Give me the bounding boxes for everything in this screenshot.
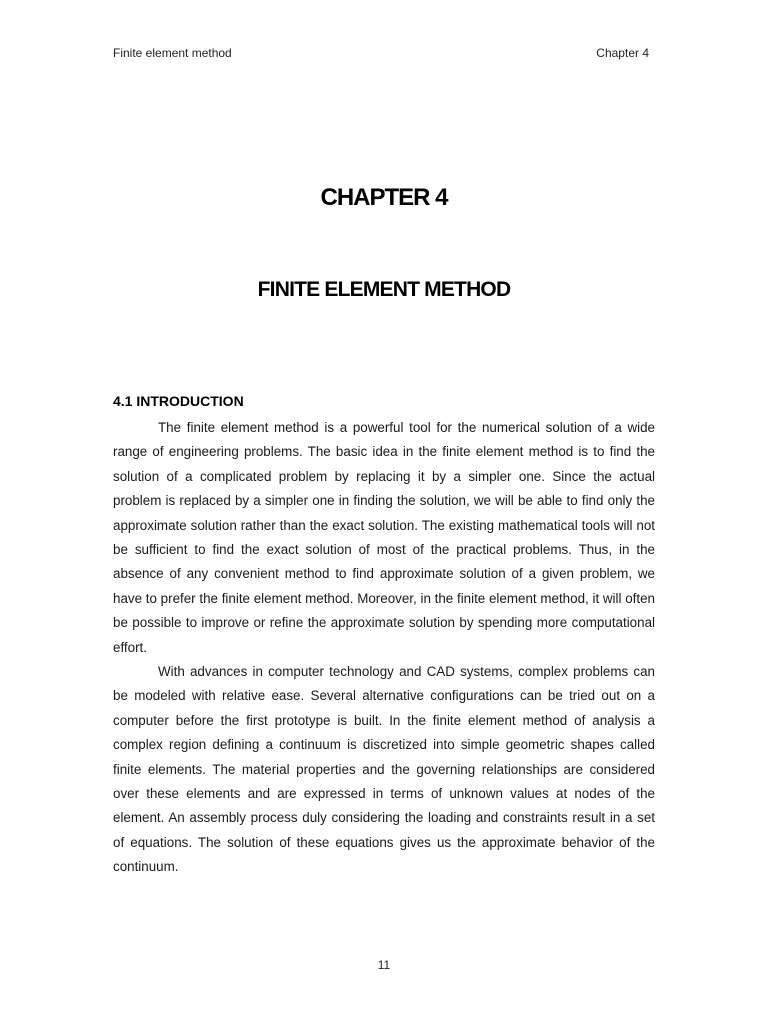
header-chapter-label: Chapter 4 [596, 46, 649, 60]
page-number: 11 [377, 958, 391, 972]
body-paragraph-1 [113, 416, 655, 660]
paragraph-text: The finite element method is a powerful tool for the numerical solution of a wide range of engineering problems. The basic idea in the finite element method is to find the solution of a complicated problem by replacing it by a simpler one. Since the actual problem is replaced by a simpler one in finding the solution, we will be able to find only the approximate solution rather than the exact solution. The existing mathematical tools will not be sufficient to find the exact solution of most of the practical problems. Thus, in the absence of any convenient method to find approximate solution of a given problem, we have to prefer the finite element method. Moreover, in the finite element method, it will often be possible to improve or refine the approximate solution by spending more computational effort. [113, 420, 655, 655]
chapter-title: FINITE ELEMENT METHOD [257, 278, 511, 301]
header-book-title: Finite element method [113, 46, 232, 60]
paragraph-text: With advances in computer technology and CAD systems, complex problems can be modeled with relative ease. Several alternative configurations can be tried out on a computer before the first prototype is built. In the finite element method of analysis a complex region defining a continuum is discretized into simple geometric shapes called finite elements. The material properties and the governing relationships are considered over these elements and are expressed in terms of unknown values at nodes of the element. An assembly process duly considering the loading and constraints result in a set of equations. The solution of these equations gives us the approximate behavior of the continuum. [113, 664, 655, 875]
section-heading: 4.1 INTRODUCTION [113, 393, 244, 409]
running-header [113, 46, 649, 62]
chapter-number-heading: CHAPTER 4 [320, 184, 448, 211]
body-paragraph-2 [113, 660, 655, 880]
